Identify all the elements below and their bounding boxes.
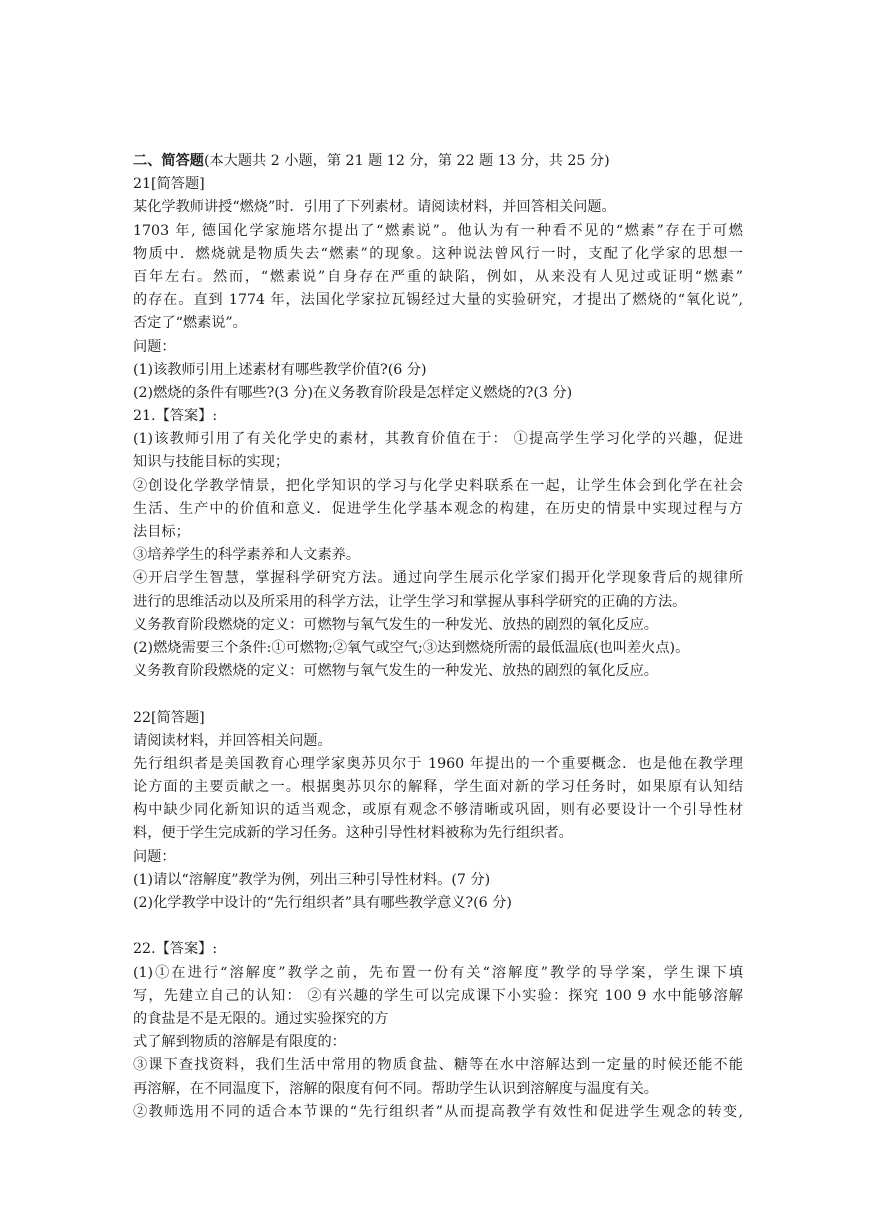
q22-answer-line: 写，先建立自己的认知： ②有兴趣的学生可以完成课下小实验：探究 100 9 水中能够溶解 [133,987,743,1004]
q21-material-line: 否定了“燃素说”。 [133,315,247,332]
q21-question: (2)燃烧的条件有哪些?(3 分)在义务教育阶段是怎样定义燃烧的?(3 分) [133,384,573,401]
spacer [133,683,743,706]
q21-intro: 某化学教师讲授“燃烧”时．引用了下列素材。请阅读材料，并回答相关问题。 [133,199,616,216]
q21-material-line: 的存在。直到 1774 年，法国化学家拉瓦锡经过大量的实验研究，才提出了燃烧的“氧化说”, [133,292,743,309]
q22-material-line: 构中缺少同化新知识的适当观念，或原有观念不够清晰或巩固，则有必要设计一个引导性材 [133,802,743,819]
document-page [133,150,743,1124]
q21-material-line: 百年左右。然而，“燃素说”自身存在严重的缺陷，例如，从来没有人见过或证明“燃素” [133,268,743,285]
q21-answer-line: ④开启学生智慧，掌握科学研究方法。通过向学生展示化学家们揭开化学现象背后的规律所 [133,570,743,587]
q22-answer-line: (1)①在进行“溶解度”教学之前，先布置一份有关“溶解度”教学的导学案，学生课下填 [133,964,743,981]
q21-question: (1)该教师引用上述素材有哪些教学价值?(6 分) [133,361,427,378]
q21-material-line: 1703 年, 德国化学家施塔尔提出了“燃素说”。他认为有一种看不见的“燃素”存在于可燃 [133,222,743,239]
q22-answer-line: 再溶解，在不同温度下，溶解的限度有何不同。帮助学生认识到溶解度与温度有关。 [133,1080,658,1097]
q22-intro: 请阅读材料，并回答相关问题。 [133,732,332,749]
q22-question-label: 问题： [133,848,176,865]
spacer [133,915,743,938]
q21-answer-line: (1)该教师引用了有关化学史的素材，其教育价值在于： ①提高学生学习化学的兴趣，促进 [133,431,743,448]
q22-material-line: 料，便于学生完成新的学习任务。这种引导性材料被称为先行组织者。 [133,825,573,842]
q21-question-label: 问题： [133,338,176,355]
section-heading [133,150,743,173]
section-heading-title: 二、简答题 [133,153,204,169]
q21-answer-line: 知识与技能目标的实现； [133,454,290,471]
q21-answer-line: ③培养学生的科学素养和人文素养。 [133,547,361,564]
q21-answer-line: 义务教育阶段燃烧的定义：可燃物与氧气发生的一种发光、放热的剧烈的氧化反应。 [133,616,658,633]
q22-answer-line: ②教师选用不同的适合本节课的“先行组织者”从而提高教学有效性和促进学生观念的转变, [133,1103,743,1120]
q21-answer-line: 法目标； [133,524,190,540]
q21-material-line: 物质中．燃烧就是物质失去“燃素”的现象。这种说法曾风行一时，支配了化学家的思想一 [133,245,743,262]
q22-material-line: 先行组织者是美国教育心理学家奥苏贝尔于 1960 年提出的一个重要概念．也是他在教学理 [133,755,743,772]
q21-answer-line: (2)燃烧需要三个条件:①可燃物;②氧气或空气;③达到燃烧所需的最低温底(也叫差火点)。 [133,639,690,656]
q21-tag: 21[简答题] [133,176,205,193]
q22-question: (1)请以“溶解度”教学为例，列出三种引导性材料。(7 分) [133,871,491,888]
q22-answer-line: ③课下查找资料，我们生活中常用的物质食盐、糖等在水中溶解达到一定量的时候还能不能 [133,1057,743,1074]
q21-answer-line: 义务教育阶段燃烧的定义：可燃物与氧气发生的一种发光、放热的剧烈的氧化反应。 [133,663,658,680]
q21-answer-line: 进行的思维活动以及所采用的科学方法，让学生学习和掌握从事科学研究的正确的方法。 [133,593,687,610]
q22-answer-line: 式了解到物质的溶解是有限度的： [133,1034,346,1051]
section-heading-note: (本大题共 2 小题，第 21 题 12 分，第 22 题 13 分，共 25 分) [203,153,610,169]
q22-material-line: 论方面的主要贡献之一。根据奥苏贝尔的解释，学生面对新的学习任务时，如果原有认知结 [133,779,743,796]
q21-answer-label: 21.【答案】: [133,408,218,425]
q22-tag: 22[简答题] [133,709,205,726]
q22-answer-label: 22.【答案】: [133,941,218,958]
q21-answer-line: ②创设化学教学情景，把化学知识的学习与化学史料联系在一起，让学生体会到化学在社会 [133,477,743,494]
q22-question: (2)化学教学中设计的“先行组织者”具有哪些教学意义?(6 分) [133,895,512,911]
q22-answer-line: 的食盐是不是无限的。通过实验探究的方 [133,1010,389,1027]
q21-answer-line: 生活、生产中的价值和意义．促进学生化学基本观念的构建，在历史的情景中实现过程与方 [133,500,743,517]
